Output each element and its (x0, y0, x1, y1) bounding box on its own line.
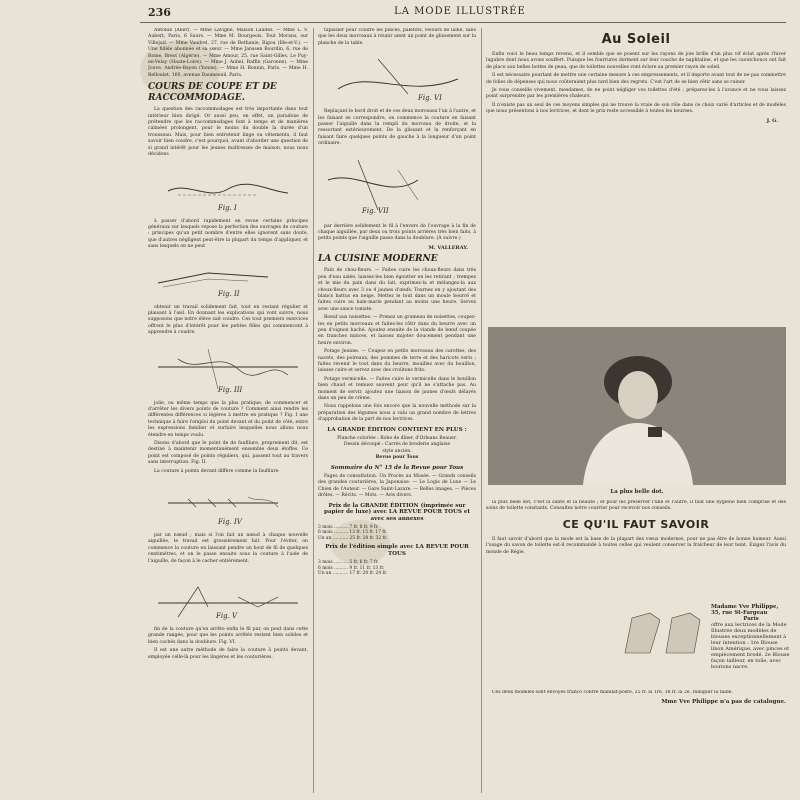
section-title-soleil: Au Soleil (601, 32, 671, 47)
paragraph: Disons d'abord que le point de de faufilure, proprement dit, est destiné à maintenir momentanément ensemble deux étoffes. Ce point est composé de points réguliers, qui, passent tout au travers sans interruption. Fig. II. (148, 441, 308, 466)
journal-title: LA MODE ILLUSTRÉE (394, 6, 526, 17)
advertisement-continued (486, 690, 786, 790)
paragraph: La question des raccommodages est très importante dans tout intérieur bien dirigé. Or aussi peu, en effet, un paradoxe de prétendre que les raccommodages font à temps et de manières calmées prolongent, pour le moins du double la durée d'un trousseau. Mais, pour bien entretenir linge ou vêtements, il faut savoir bien coudre, c'est pourquoi, avant d'aborder une question de si grand intérêt pour les jeunes maîtresses de maison, nous nous décidons (148, 107, 308, 158)
summary-title: Sommaire du N° 15 de la Revue pour Tous (330, 464, 464, 471)
paragraph: Il est nécessaire pourtant de mettre une certaine mesure à ces empressements, et il importe avant tout de ne pas commettre de folies de dépenses qui nous coûteraient plus tard bien des regrets. C'est l'art de se bien vêtir sans se ruiner. (486, 73, 786, 85)
column-left (148, 28, 308, 793)
figure-2 (148, 253, 308, 305)
advertisement-footer: Mme Vve Philippe n'a pas de catalogue. (661, 699, 786, 706)
philippe-advertisement (711, 604, 791, 670)
paragraph: obtenir un travail solidement fait, tout en restant régulier et plaisant à l'œil. En donnant les explications qui vont suivre, nous supposons que notre élève sait coudre. Ces tout premiers exercices offrent le plus d'intérêt pour les petites filles qui commencent à apprendre à coudre. (148, 304, 308, 336)
header-rule (140, 22, 786, 23)
price-row: Un an ........... 25 fr. 28 fr. 32 fr. (318, 535, 388, 541)
price-row: Un an ........... 17 fr. 20 fr. 24 fr. (318, 571, 388, 577)
figure-5 (148, 567, 308, 627)
price-row: 3 mois .......... 7 fr. 8 fr. 9 fr. (318, 524, 379, 530)
grande-edition-title: LA GRANDE ÉDITION CONTIENT EN PLUS : (327, 426, 467, 433)
paragraph: Il n'existe pas un seul de ces moyens simples qui ne trouve la vraie de son rôle dans ce choix varié d'articles et de modèles que nous présentons à nos lectrices, et dont le prix reste accessible à toutes les bourses. (486, 102, 786, 115)
advertiser-address: 35, rue St-Fargeau (711, 610, 768, 616)
paragraph: par derrière solidement le fil à l'envers de l'ouvrage à la fin de chaque aiguillée, par deux ou trois points arrières très bien faits, à petits points que l'aiguille passe dans la doublure. (À suivre.) (318, 223, 476, 242)
figure-7 (318, 150, 476, 224)
grande-edition-lines (318, 436, 476, 462)
recipe-paragraph: Pain de chou-fleurs. — Faites cuire les choux-fleurs dans très peu d'eau salée, laissez-les bien égoutter en les retirant ; trempez et le mie du pain dans du lait, exprimez-la et mélangez-la aux choux-fleurs avec 3 ou 4 jaunes d'œufs. Tournez en y ajoutant des blancs battus en neige. Mettez le tout dans un moule beurré et faites cuire au bain-marie pendant au moins une heure. Servez avec une sauce tomate. (318, 268, 476, 312)
paragraph: Il est une autre méthode de faire la couture à points devant, employée celle-là pour les lingères et les couturières. (148, 648, 308, 660)
edition-line: Dessin découpé : Carrés de broderie anglaise (343, 442, 451, 448)
figure-3 (148, 339, 308, 401)
price-row: 6 mois .......... 9 fr. 11 fr. 13 fr. (318, 565, 385, 571)
paragraph: à passer d'abord rapidement en revue certains principes généraux sur lesquels repose la perfection des ouvrages de couture : principes qu'un petit nombre d'entre elles ignorent sans doute, que d'autres négligent peut-être la plupart du temps d'appliquer, et sans lesquels on ne peut (148, 218, 308, 250)
advertisement-text: Ces deux modèles sont envoyés franco contre mandat-poste, 25 fr. la 1re, 18 fr. la 2e. Indiquer la taille. (492, 690, 733, 695)
price-title: Prix de la GRANDE ÉDITION (imprimée sur papier de luxe) avec LA REVUE POUR TOUS et avec ses annexes (323, 502, 471, 522)
paragraph: fin de la couture qu'en arrête enfin le fil par, on peut dans cette grande rangée, pour que les points arrêtés restent bien solides et bien cachés dans la doublure. Fig. VI. (148, 627, 308, 645)
price-row: 6 mois .......... 13 fr. 15 fr. 17 fr. (318, 530, 388, 536)
paragraph: la plus belle dot, c'est la santé et la beauté ; et pour les préserver l'une et l'autre, il faut une hygiène bien comprise et des soins de toilette constants. Consultez notre courrier pour recevoir nos conseils. (486, 500, 786, 512)
column-right-top (486, 28, 786, 323)
paragraph: La couture à points devant diffère comme la faufilure (154, 468, 279, 474)
section-title-cuisine: LA CUISINE MODERNE (318, 254, 438, 265)
figure-label: Fig. II (218, 289, 240, 298)
paragraph: Enfin voici le beau temps revenu, et il semble que se posent sur les rayons de joie brille d'un plus vif éclat après l'hiver lugubre dont nous avons souffert. Puisque les fourrures dorment sur leur couche de naphtaline, et que les caoutchoucs ont fait de place aux belles bottes de peau, que de toilettes nouvelles vont éclore au premier rayon de soleil. (486, 52, 786, 70)
blouse-icon (620, 608, 706, 654)
figure-label: Fig. VII (362, 206, 389, 215)
figure-label: Fig. I (218, 203, 237, 212)
edition-line: Revue pour Tous (375, 455, 419, 461)
page-number: 236 (148, 6, 171, 19)
figure-label: Fig. IV (218, 518, 242, 527)
paragraph: Il faut savoir d'abord que la mode est la base de la plupart des vœux modernes, pour ne pas être de bonne humeur. Aussi l'usage du savon de toilette est-il recommandé à toutes celles qui veulent conserver la fraîcheur de leur teint. Exigez l'avis du monde de Régie. (486, 536, 786, 555)
advertisement-text: offre aux lectrices de la Mode Illustrée deux modèles de blouses exceptionnellement à leur intention : 1re Blouse linon Amérique, avec pinces et empiècement brodé. 2e Blouse façon tailleur, en toile, avec boutons nacre. (711, 622, 790, 670)
figure-4 (148, 477, 308, 533)
paragraph: Replaçant le bord droit et de ces deux morceaux l'un à l'autre, et les faisant se correspondre, on commence la couture en faisant passer l'aiguille dans la rempli du morceau de droite, et la ressortant extérieurement. De la glissant et la renforçant en faisant faire quelques points de gauche à la longueur d'un point ordinaire. (318, 109, 476, 147)
summary-text: Pages de consultation. Un Procès au Musée. — Grands conseils des grandes couturières, la Japonaise. — Le Logis de Luxe — Le Chien de l'Auteur. — Gare Saint-Lazare. — Belles images. — Pièces drôles. — Récits. — Mots. — Avis divers. (318, 474, 476, 499)
photo-caption: La plus belle dot. (610, 489, 664, 495)
blouse-models-illustration (620, 608, 706, 654)
section-title-couture: COURS DE COUPE ET DE RACCOMMODAGE. (148, 82, 277, 104)
figure-label: Fig. VI (418, 94, 442, 103)
author-signature: J. G. (766, 117, 778, 124)
section-title-savoir: CE QU'IL FAUT SAVOIR (562, 517, 710, 531)
figure-1 (148, 161, 308, 219)
subscriber-list: Antonin (Alier). — Mme Lavigne, Maison Laudes. — Mme L. V. Aubert, Paris, 6 Saurs. — Mme M. Bourgeois, Tout Morans, sur Villejuif. — Mme Vaudrel, 27, rue de Bethanie, Rigou (Ille-et-V.). — Une fidèle abonnée et sa sœur. — Mme Janssen Bourdin, 6, rue de Rome, Brest (Algérie). — Mme Amour, 25, rue Saint-Gilles. Le Puy-en-Velay (Haute-Loire). — Mme J. Anhel, Raffin (Garonne). — Mme Jouve, Andrée-Bayen (Yonne). — Mme H. Bonnin, Paris. — Mme H. Belloulet, 160, avenue Daumesnil, Paris. (148, 28, 308, 78)
portrait-photo (488, 327, 786, 485)
stitch-illustration-icon (318, 49, 476, 109)
figure-6 (318, 49, 476, 109)
author-signature: M. VALLERAY. (428, 244, 468, 251)
recipe-paragraph: Nous rappelons une fois encore que la nouvelle méthode sur la préparation des légumes nous a valu un grand nombre de lettres d'approbation de la part de nos lectrices. (318, 404, 476, 423)
paragraph: par un nœud ; mais si l'on fait un nœud à chaque nouvelle aiguillée, le travail est grossièrement fait. Pour l'éviter, on commence la couture en laissant pendre un bout de fil de quelques centimètres, et on le passe ensuite sous la couture à l'aide de l'aiguille, de façon à le cacher entièrement. (148, 533, 308, 564)
recipe-paragraph: Potage Jeanne. — Coupez en petits morceaux des carottes, des navets, des poireaux, des pommes de terre et des haricots verts ; faites revenir le tout dans du beurre, mouillez avec du bouillon, laissez cuire et servez avec des croûtons frits. (318, 349, 476, 374)
paragraph: jolie, ou même temps que la plus pratique, de commencer et d'arrêter les divers points de couture ? Comment ainsi rendre les différentes différences si légères à mettre en pratique ? Fig. I une technique à faire l'emploi du point devant et du point de côté, entre les expressions familier et surfaire lesquelles nous allons nous étendre en temps voulu. (148, 400, 308, 438)
woman-portrait-icon (488, 327, 786, 485)
column-middle (318, 28, 476, 793)
edition-line: Planche coloriée : Robe de dîner, d'Orleans Beauer. (337, 436, 457, 442)
price-row: 3 mois .......... 5 fr. 6 fr. 7 fr. (318, 560, 379, 566)
advertiser-city: Paris (743, 616, 759, 622)
figure-label: Fig. V (216, 612, 238, 621)
figure-label: Fig. III (218, 385, 243, 394)
paragraph: tapissier pour coudre les pinces, paletots, velours de laine, sans que les deux morceaux à réunir aient un point de glissement sur la planche de la table. (318, 28, 476, 46)
stitch-illustration-icon (318, 150, 476, 224)
column-right-bottom (486, 500, 786, 620)
column-divider (481, 28, 482, 793)
recipe-paragraph: Potage vermicelle. — Faites cuire le vermicelle dans le bouillon bien chaud et remuez souvent pour qu'il ne s'attache pas. Au moment de servir, ajoutez une liaison de jaunes d'œufs délayés dans un peu de crème. (318, 376, 476, 401)
price-title-simple: Prix de l'édition simple avec LA REVUE POUR TOUS (325, 544, 469, 557)
advertiser-name: Madame Vve Philippe, (711, 604, 779, 610)
paragraph: Je vous conseille vivement, mesdames, de ne point négliger vos toilettes d'été ; préparez-les à l'avance et ne vous laissez point surprendre par les premières chaleurs. (486, 88, 786, 100)
column-divider (313, 28, 314, 793)
recipe-paragraph: Boeuf aux noisettes. — Prenez un grumeau de noisettes, coupez-les en petits morceaux et faites-les rôtir dans du beurre avec un peu d'oignon haché. Ajoutez ensuite de la viande de bœuf coupée en tranches minces, et laissez mijoter doucement pendant une heure environ. (318, 315, 476, 346)
edition-line: style ancien. (382, 448, 412, 454)
